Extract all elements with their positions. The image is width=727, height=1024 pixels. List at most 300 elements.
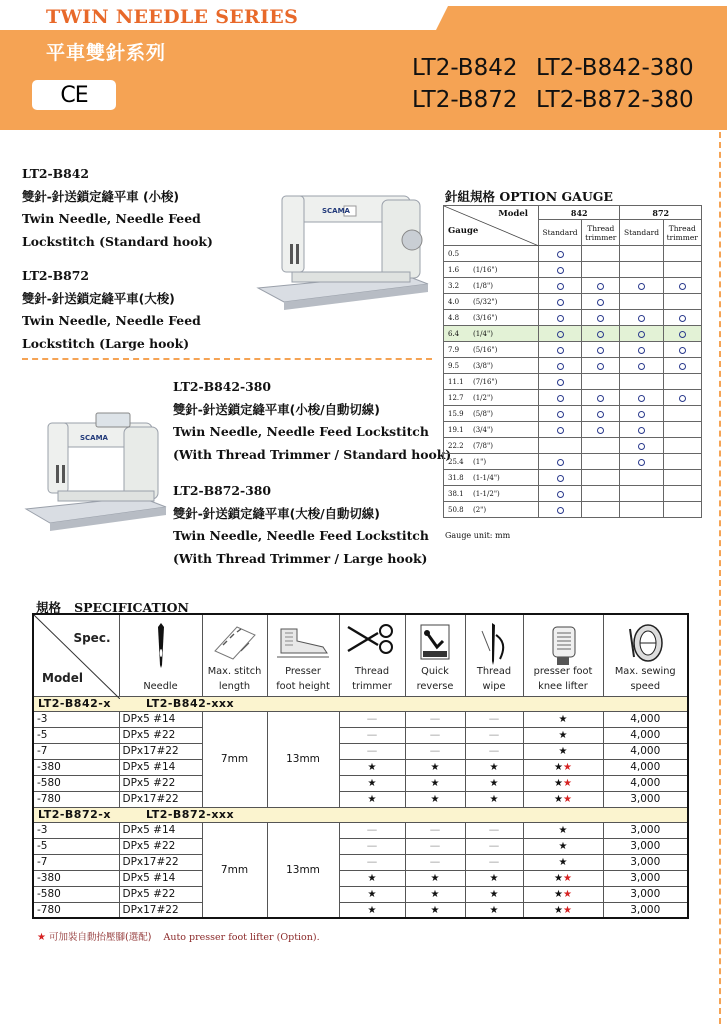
gauge-inch: (1") [473,457,487,466]
needle-value: DPx5 #22 [119,838,202,854]
available-dot-icon [679,347,686,354]
feature-trim [339,870,405,886]
gauge-row [444,438,702,454]
product-description [22,265,201,355]
available-dot-icon [557,507,564,514]
gauge-inch: (5/16") [473,345,498,354]
feature-wipe [465,791,523,807]
spec-corner [33,614,119,696]
product-code: LT2-B842-380 [173,379,272,394]
gauge-cell [663,310,701,326]
dash-mark: — [429,745,441,757]
available-dot-icon [557,459,564,466]
feature-trim [339,854,405,870]
product-description [22,163,213,253]
gauge-row [444,486,702,502]
gauge-cell [582,502,620,518]
sub-label: Thread [668,223,696,233]
model-group-label [33,807,688,822]
gauge-cell [663,342,701,358]
gauge-row [444,342,702,358]
gauge-cell [539,246,582,262]
gauge-value [444,486,539,502]
needle-value: DPx5 #14 [119,870,202,886]
model-suffix: -380 [33,759,119,775]
gauge-value [444,342,539,358]
available-dot-icon [638,315,645,322]
available-dot-icon [557,395,564,402]
star-icon: ★ [367,904,377,916]
gauge-group-header: 842 [539,206,620,220]
spec-title-cn: 規格 [36,600,62,615]
model-suffix: -780 [33,902,119,918]
gauge-cell [663,278,701,294]
gauge-cell [663,326,701,342]
gauge-value [444,470,539,486]
star-icon: ★ [430,778,440,789]
star-icon: ★ [430,873,440,884]
product-name-en: Twin Needle, Needle Feed Lockstitch [173,424,429,439]
speed-value: 3,000 [603,791,688,807]
needle-value: DPx5 #14 [119,759,202,775]
stitch-length-icon [211,621,259,665]
available-dot-icon [557,475,564,482]
spec-header-reverse [405,614,465,696]
product-name-cn: 雙針-針送鎖定縫平車 (小梭) [22,188,180,204]
header-label: reverse [416,680,454,692]
gauge-row [444,470,702,486]
available-dot-icon [597,411,604,418]
gauge-inch: (1/4") [473,329,493,338]
gauge-cell [539,326,582,342]
available-dot-icon [557,299,564,306]
corner-model-label: Model [42,670,84,685]
gauge-cell [620,406,663,422]
header-label: wipe [482,680,506,692]
diagonal-line [34,615,120,699]
sewing-machine-trimmer-image [22,405,168,535]
star-icon: ★ [430,762,440,773]
gauge-value [444,438,539,454]
star-icon: ★ [489,762,499,773]
star-icon: ★ [558,841,568,852]
feature-knee [523,743,603,759]
available-dot-icon [597,299,604,306]
red-star-icon: ★ [563,873,572,884]
gauge-cell [582,246,620,262]
dash-mark: — [488,713,500,725]
star-icon: ★ [430,904,440,916]
gauge-cell [620,470,663,486]
header-label: speed [630,680,661,692]
needle-value: DPx17#22 [119,791,202,807]
star-icon: ★ [554,904,563,916]
speed-value: 3,000 [603,822,688,838]
gauge-mm: 50.8 [448,505,464,514]
gauge-cell [582,422,620,438]
spec-header-trimmer [339,614,405,696]
header-label: Thread [354,665,390,677]
feature-wipe [465,870,523,886]
gauge-cell [620,486,663,502]
product-name-en: Twin Needle, Needle Feed [22,211,201,226]
star-icon: ★ [558,730,568,741]
gauge-cell [620,422,663,438]
gauge-cell [582,342,620,358]
dash-mark: — [488,745,500,757]
product-description [173,376,451,466]
dash-mark: — [488,824,500,836]
feature-rev [405,759,465,775]
needle-value: DPx5 #14 [119,711,202,727]
star-icon: ★ [367,778,377,789]
star-icon: ★ [554,889,563,900]
spec-row [33,727,688,743]
gauge-mm: 6.4 [448,329,460,338]
gauge-cell [539,278,582,294]
header-model: LT2-B842-380 [536,55,694,81]
gauge-title [445,187,613,205]
feature-knee [523,902,603,918]
gauge-row [444,294,702,310]
needle-value: DPx5 #22 [119,775,202,791]
dash-mark: — [366,856,378,868]
foot-height-value: 13mm [267,711,339,807]
feature-trim [339,743,405,759]
available-dot-icon [557,411,564,418]
product-name-cn: 雙針-針送鎖定縫平車(小梭/自動切線) [173,401,380,417]
dash-mark: — [429,729,441,741]
sub-label: Standard [623,228,660,237]
header-label: Thread [476,665,512,677]
speed-value: 3,000 [603,886,688,902]
model-suffix: -5 [33,838,119,854]
gauge-mm: 22.2 [448,441,464,450]
gauge-cell [663,390,701,406]
dash-mark: — [366,840,378,852]
footnote [37,929,320,943]
gauge-group-header: 872 [620,206,702,220]
spec-title-en: SPECIFICATION [74,600,189,615]
star-icon: ★ [430,794,440,805]
dash-mark: — [429,856,441,868]
product-name-cn: 雙針-針送鎖定縫平車(大梭) [22,290,175,306]
spec-row [33,902,688,918]
gauge-cell [582,438,620,454]
gauge-value [444,358,539,374]
sewing-machine-image [252,188,430,313]
gauge-mm: 0.5 [448,249,460,258]
group-name: LT2-B842-x [38,697,111,710]
gauge-inch: (5/32") [473,297,498,306]
spec-row [33,711,688,727]
gauge-cell [539,310,582,326]
feature-rev [405,791,465,807]
gauge-row [444,358,702,374]
feature-wipe [465,902,523,918]
red-star-icon: ★ [563,794,572,805]
spec-row [33,838,688,854]
available-dot-icon [679,283,686,290]
product-code: LT2-B872 [22,268,90,283]
header-label: Needle [143,680,178,692]
gauge-cell [539,294,582,310]
header-models [412,52,694,116]
feature-wipe [465,743,523,759]
gauge-cell [663,262,701,278]
gauge-value [444,454,539,470]
gauge-cell [620,262,663,278]
gauge-cell [539,374,582,390]
header-label: foot height [276,680,330,692]
presser-foot-icon [273,621,333,663]
dash-mark: — [366,745,378,757]
dash-mark: — [429,713,441,725]
speed-value: 4,000 [603,759,688,775]
gauge-cell [539,502,582,518]
spec-row [33,759,688,775]
model-group-row [33,696,688,711]
available-dot-icon [557,491,564,498]
available-dot-icon [557,379,564,386]
feature-knee [523,886,603,902]
gauge-cell [539,454,582,470]
star-icon: ★ [489,794,499,805]
gauge-inch: (1-1/4") [473,473,500,482]
star-icon: ★ [489,778,499,789]
gauge-inch: (3/4") [473,425,493,434]
feature-knee [523,775,603,791]
gauge-cell [582,406,620,422]
dash-mark: — [429,824,441,836]
star-icon: ★ [489,873,499,884]
gauge-cell [539,262,582,278]
gauge-cell [620,438,663,454]
group-name: LT2-B872-xxx [146,808,235,821]
feature-trim [339,902,405,918]
gauge-inch: (3/8") [473,361,493,370]
gauge-row [444,246,702,262]
feature-rev [405,711,465,727]
gauge-sub-header [620,220,663,246]
product-code: LT2-B842 [22,166,90,181]
header-label: knee lifter [538,680,588,692]
feature-rev [405,743,465,759]
gauge-mm: 7.9 [448,345,460,354]
gauge-cell [539,438,582,454]
available-dot-icon [597,331,604,338]
gauge-cell [620,310,663,326]
feature-rev [405,838,465,854]
gauge-cell [620,326,663,342]
available-dot-icon [557,427,564,434]
star-icon: ★ [558,746,568,757]
thread-wipe-icon [474,621,514,667]
product-name-en: Twin Needle, Needle Feed Lockstitch [173,528,429,543]
gauge-sub-header [663,220,701,246]
gauge-cell [663,358,701,374]
available-dot-icon [679,331,686,338]
speed-value: 4,000 [603,743,688,759]
spec-header-needle [119,614,202,696]
gauge-inch: (1-1/2") [473,489,500,498]
feature-wipe [465,727,523,743]
gauge-row [444,374,702,390]
gauge-inch: (1/8") [473,281,493,290]
sub-label: trimmer [585,232,617,242]
spec-row [33,886,688,902]
gauge-row [444,502,702,518]
feature-rev [405,822,465,838]
gauge-cell [582,294,620,310]
available-dot-icon [597,347,604,354]
dash-mark: — [488,840,500,852]
gauge-cell [539,406,582,422]
speed-value: 3,000 [603,902,688,918]
red-star-icon: ★ [563,904,572,916]
corner-gauge-label: Gauge [448,226,479,236]
speed-value: 4,000 [603,775,688,791]
spec-table [32,613,689,919]
ce-badge [32,80,116,110]
red-star-icon: ★ [563,762,572,773]
feature-trim [339,838,405,854]
model-suffix: -5 [33,727,119,743]
available-dot-icon [638,443,645,450]
needle-value: DPx5 #22 [119,727,202,743]
feature-trim [339,791,405,807]
speed-value: 4,000 [603,711,688,727]
feature-knee [523,727,603,743]
reverse-lever-icon [413,621,457,665]
gauge-inch: (2") [473,505,487,514]
gauge-inch: (7/16") [473,377,498,386]
gauge-cell [582,454,620,470]
gauge-value [444,262,539,278]
feature-trim [339,711,405,727]
model-suffix: -3 [33,711,119,727]
dash-mark: — [488,729,500,741]
gauge-corner [444,206,539,246]
header-label: Max. stitch [207,665,262,677]
star-icon: ★ [489,889,499,900]
gauge-inch: (1/2") [473,393,493,402]
star-icon: ★ [489,904,499,916]
spec-row [33,743,688,759]
feature-trim [339,822,405,838]
group-name: LT2-B842-xxx [146,697,235,710]
star-icon: ★ [367,873,377,884]
stitch-length-value: 7mm [202,822,267,918]
gauge-value [444,422,539,438]
gauge-cell [539,358,582,374]
header-label: Quick [421,665,449,677]
gauge-cell [539,390,582,406]
gauge-row [444,406,702,422]
gauge-mm: 12.7 [448,393,464,402]
gauge-value [444,278,539,294]
gauge-mm: 3.2 [448,281,460,290]
header-model: LT2-B872-380 [536,87,694,113]
series-title-cn: 平車雙針系列 [46,42,167,64]
dash-mark: — [366,729,378,741]
model-suffix: -780 [33,791,119,807]
dash-mark: — [488,856,500,868]
available-dot-icon [557,347,564,354]
star-icon: ★ [367,889,377,900]
gauge-value [444,326,539,342]
feature-knee [523,759,603,775]
header-tab [436,6,727,30]
spec-header-wipe [465,614,523,696]
gauge-mm: 4.0 [448,297,460,306]
star-icon: ★ [554,762,563,773]
scissors-icon [344,621,400,657]
spec-header-foot [267,614,339,696]
dash-mark: — [366,713,378,725]
star-icon: ★ [558,857,568,868]
gauge-value [444,310,539,326]
right-divider [719,132,721,1024]
gauge-cell [663,246,701,262]
gauge-title-en: OPTION GAUGE [499,189,613,204]
gauge-cell [663,294,701,310]
spec-row [33,822,688,838]
gauge-mm: 31.8 [448,473,464,482]
gauge-cell [582,358,620,374]
gauge-rows [444,246,702,518]
feature-trim [339,727,405,743]
header-model: LT2-B842 [412,55,518,81]
available-dot-icon [557,267,564,274]
sub-label: Thread [587,223,615,233]
sub-label: trimmer [666,232,698,242]
gauge-cell [620,294,663,310]
feature-knee [523,870,603,886]
available-dot-icon [597,283,604,290]
gauge-row [444,310,702,326]
gauge-cell [620,278,663,294]
gauge-mm: 38.1 [448,489,464,498]
gauge-row [444,454,702,470]
available-dot-icon [638,283,645,290]
gauge-inch: (5/8") [473,409,493,418]
series-title: TWIN NEEDLE SERIES [46,6,299,28]
gauge-mm: 1.6 [448,265,460,274]
gauge-mm: 15.9 [448,409,464,418]
gauge-row [444,390,702,406]
available-dot-icon [597,315,604,322]
model-suffix: -7 [33,854,119,870]
gauge-mm: 9.5 [448,361,460,370]
gauge-unit: Gauge unit: mm [445,531,511,540]
gauge-table [443,205,702,518]
available-dot-icon [638,363,645,370]
feature-knee [523,822,603,838]
feature-rev [405,727,465,743]
speed-value: 3,000 [603,838,688,854]
gauge-cell [539,422,582,438]
spec-row [33,870,688,886]
stitch-length-value: 7mm [202,711,267,807]
gauge-inch: (1/16") [473,265,498,274]
gauge-cell [620,454,663,470]
product-name-en: (With Thread Trimmer / Standard hook) [173,446,452,462]
gauge-row [444,326,702,342]
star-icon: ★ [554,873,563,884]
star-icon: ★ [367,762,377,773]
model-suffix: -580 [33,886,119,902]
